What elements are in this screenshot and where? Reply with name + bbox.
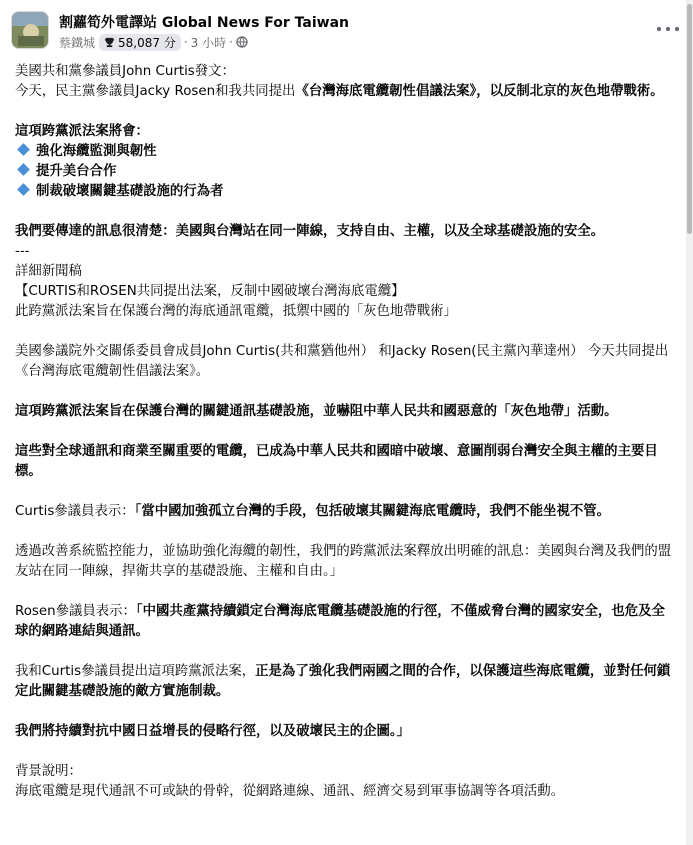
page-name[interactable]: 割蘿筍外電譯站 Global News For Taiwan <box>59 15 350 31</box>
bullet-item <box>15 162 677 182</box>
blue-diamond-icon <box>17 163 30 176</box>
avatar-image <box>12 12 49 49</box>
bullet-text: 制裁破壞關鍵基礎設施的行為者 <box>36 184 224 199</box>
closing-paragraph: 我們將持續對抗中國日益增長的侵略行徑，以及破壞民主的企圖。」 <box>15 724 411 739</box>
monitoring-paragraph: 透過改善系統監控能力，並協助強化海纜的韌性，我們的跨黨派法案釋放出明確的訊息：美國與台灣及我們的盟友站在同一陣線，捍衛共享的基礎設施、主權和自由。」 <box>15 544 672 579</box>
press-release-label: 詳細新聞稿 <box>15 264 82 279</box>
cooperation-paragraph <box>15 662 677 702</box>
spacer <box>15 522 677 542</box>
author-name[interactable]: 蔡鐵城 <box>59 35 96 50</box>
press-release-summary: 此跨黨派法案旨在保護台灣的海底通訊電纜，抵禦中國的「灰色地帶戰術」 <box>15 304 457 319</box>
curtis-quote <box>15 502 677 522</box>
spacer <box>15 202 677 222</box>
points-value: 58,087 分 <box>118 35 176 50</box>
post-body <box>15 62 677 802</box>
rosen-quote-intro: Rosen參議員表示： <box>15 604 136 619</box>
bullet-text: 強化海纜監測與韌性 <box>36 144 157 159</box>
intro-line: 美國共和黨參議員John Curtis發文： <box>15 64 235 79</box>
trophy-icon <box>104 37 115 48</box>
meta-separator: · <box>183 35 188 49</box>
post-meta <box>59 33 248 51</box>
curtis-quote-text: 「當中國加強孤立台灣的手段，包括破壞其關鍵海底電纜時，我們不能坐視不管。 <box>134 504 611 519</box>
blue-diamond-icon <box>17 143 30 156</box>
spacer <box>15 102 677 122</box>
press-release-title: 【CURTIS和ROSEN共同提出法案，反制中國破壞台灣海底電纜】 <box>15 284 405 299</box>
bullet-item <box>15 182 677 202</box>
meta-separator-2: · <box>229 35 233 49</box>
cables-paragraph: 這些對全球通訊和商業至關重要的電纜，已成為中華人民共和國暗中破壞、意圖削弱台灣安全與主權的主要目標。 <box>15 444 658 479</box>
spacer <box>15 582 677 602</box>
background-label: 背景說明： <box>15 764 82 779</box>
curtis-quote-intro: Curtis參議員表示： <box>15 504 135 519</box>
post-time[interactable]: 3 小時 <box>190 35 227 50</box>
rosen-quote <box>15 602 677 642</box>
bill-heading: 這項跨黨派法案將會： <box>15 124 149 139</box>
divider-text: --- <box>15 244 30 259</box>
spacer <box>15 642 677 662</box>
senators-paragraph: 美國參議院外交關係委員會成員John Curtis(共和黨猶他州） 和Jacky Rosen(民主黨內華達州） 今天共同提出《台灣海底電纜韌性倡議法案》。 <box>15 344 669 379</box>
intro-bold-text: 《台灣海底電纜韌性倡議法案》，以反制北京的灰色地帶戰術。 <box>295 84 664 99</box>
page-avatar[interactable] <box>11 11 49 49</box>
spacer <box>15 482 677 502</box>
background-text: 海底電纜是現代通訊不可或缺的骨幹，從網路連線、通訊、經濟交易到軍事協調等各項活動。 <box>15 784 565 799</box>
blue-diamond-icon <box>17 183 30 196</box>
spacer <box>15 702 677 722</box>
post-header <box>0 0 693 62</box>
cooperation-text: 正是為了強化我們兩國之間的合作，以保護這些海底電纜，並對任何鎖定此關鍵基礎設施的敵方實施制裁。 <box>15 664 671 699</box>
intro-paragraph <box>15 82 677 102</box>
points-badge[interactable] <box>99 34 181 51</box>
rosen-quote-text: 「中國共產黨持續鎖定台灣海底電纜基礎設施的行徑，不僅威脅台灣的國家安全，也危及全球的網路連結與通訊。 <box>15 604 665 639</box>
spacer <box>15 322 677 342</box>
more-options-icon[interactable] <box>657 20 679 38</box>
message-paragraph: 我們要傳達的訊息很清楚：美國與台灣站在同一陣線，支持自由、主權，以及全球基礎設施的安全。 <box>15 224 605 239</box>
intro-text: 今天，民主黨參議員Jacky Rosen和我共同提出 <box>15 84 296 99</box>
purpose-paragraph: 這項跨黨派法案旨在保護台灣的關鍵通訊基礎設施，並嚇阻中華人民共和國惡意的「灰色地帶」活動。 <box>15 404 618 419</box>
scrollbar-thumb[interactable] <box>687 4 692 234</box>
spacer <box>15 382 677 402</box>
bullet-text: 提升美台合作 <box>36 164 117 179</box>
spacer <box>15 742 677 762</box>
cooperation-intro: 我和Curtis參議員提出這項跨黨派法案， <box>15 664 256 679</box>
scrollbar[interactable] <box>686 0 693 845</box>
spacer <box>15 422 677 442</box>
bullet-item <box>15 142 677 162</box>
globe-icon[interactable] <box>236 36 248 48</box>
